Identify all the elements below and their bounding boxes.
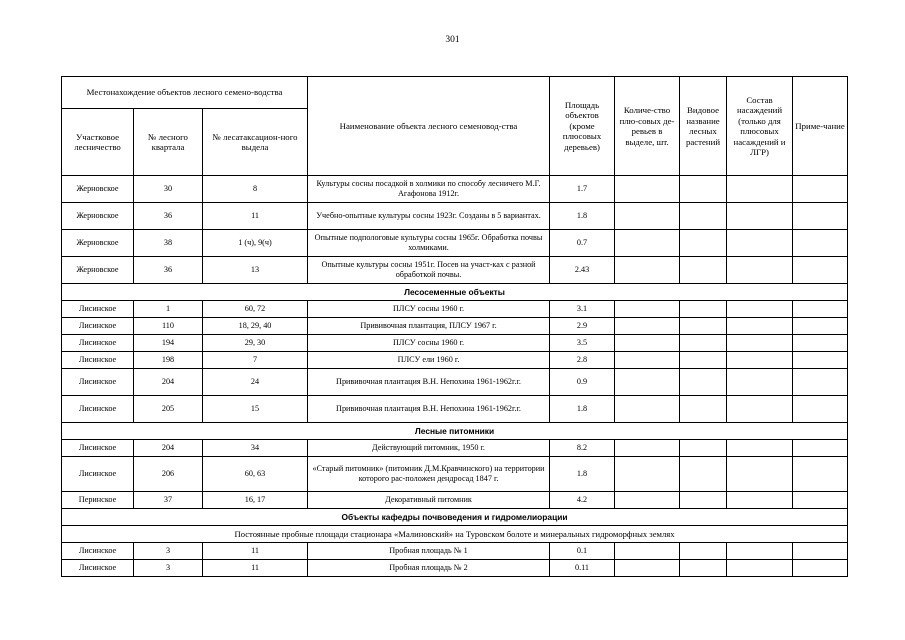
cell-area: 3.5: [550, 335, 615, 352]
cell-quarter: 38: [134, 230, 203, 257]
cell-name: ПЛСУ сосны 1960 г.: [308, 301, 550, 318]
cell-district: Лисинское: [62, 457, 134, 492]
cell-area: 2.8: [550, 352, 615, 369]
cell-area: 1.7: [550, 176, 615, 203]
cell-name: Декоративный питомник: [308, 492, 550, 509]
cell-area: 2.43: [550, 257, 615, 284]
cell-plot: 34: [203, 440, 308, 457]
cell-district: Лисинское: [62, 352, 134, 369]
cell-species: [680, 176, 727, 203]
cell-species: [680, 352, 727, 369]
cell-note: [793, 230, 848, 257]
cell-district: Лисинское: [62, 396, 134, 423]
header-district: Участковое лесничество: [62, 109, 134, 176]
cell-plot: 60, 63: [203, 457, 308, 492]
cell-district: Жерновское: [62, 176, 134, 203]
cell-count: [615, 318, 680, 335]
cell-quarter: 30: [134, 176, 203, 203]
table-row: [62, 543, 848, 560]
cell-count: [615, 230, 680, 257]
cell-name: Учебно-опытные культуры сосны 1923г. Созданы в 5 вариантах.: [308, 203, 550, 230]
table-row: [62, 203, 848, 230]
section-seed-objects: Лесосеменные объекты: [62, 284, 848, 301]
cell-area: 3.1: [550, 301, 615, 318]
header-note: Приме-чание: [793, 77, 848, 176]
cell-count: [615, 335, 680, 352]
header-name: Наименование объекта лесного семеновод-ства: [308, 77, 550, 176]
cell-composition: [727, 301, 793, 318]
cell-quarter: 1: [134, 301, 203, 318]
section-row: [62, 509, 848, 526]
cell-quarter: 36: [134, 257, 203, 284]
cell-composition: [727, 257, 793, 284]
cell-plot: 60, 72: [203, 301, 308, 318]
cell-area: 8.2: [550, 440, 615, 457]
cell-quarter: 198: [134, 352, 203, 369]
cell-composition: [727, 492, 793, 509]
cell-district: Перинское: [62, 492, 134, 509]
cell-district: Лисинское: [62, 318, 134, 335]
cell-name: ПЛСУ ели 1960 г.: [308, 352, 550, 369]
cell-district: Лисинское: [62, 543, 134, 560]
cell-note: [793, 203, 848, 230]
cell-district: Лисинское: [62, 369, 134, 396]
cell-plot: 11: [203, 203, 308, 230]
cell-composition: [727, 396, 793, 423]
cell-district: Жерновское: [62, 203, 134, 230]
cell-note: [793, 257, 848, 284]
cell-area: 4.2: [550, 492, 615, 509]
cell-plot: 16, 17: [203, 492, 308, 509]
cell-note: [793, 457, 848, 492]
cell-name: «Старый питомник» (питомник Д.М.Кравчинского) на территории которого рас-положен дендросад 1847 г.: [308, 457, 550, 492]
seed-objects-table: [61, 76, 848, 577]
cell-area: 1.8: [550, 396, 615, 423]
cell-name: Прививочная плантация В.Н. Непохина 1961-1962г.г.: [308, 369, 550, 396]
cell-name: Пробная площадь № 1: [308, 543, 550, 560]
cell-composition: [727, 203, 793, 230]
cell-area: 0.11: [550, 560, 615, 577]
cell-species: [680, 440, 727, 457]
cell-name: Прививочная плантация, ПЛСУ 1967 г.: [308, 318, 550, 335]
cell-note: [793, 335, 848, 352]
cell-species: [680, 230, 727, 257]
cell-note: [793, 369, 848, 396]
cell-count: [615, 203, 680, 230]
cell-species: [680, 396, 727, 423]
cell-plot: 7: [203, 352, 308, 369]
cell-area: 0.7: [550, 230, 615, 257]
cell-composition: [727, 335, 793, 352]
cell-species: [680, 203, 727, 230]
table-row: [62, 230, 848, 257]
table-row: [62, 369, 848, 396]
cell-area: 0.1: [550, 543, 615, 560]
header-plot: № лесатаксацион-ного выдела: [203, 109, 308, 176]
cell-species: [680, 560, 727, 577]
cell-count: [615, 352, 680, 369]
cell-plot: 8: [203, 176, 308, 203]
cell-note: [793, 560, 848, 577]
cell-species: [680, 335, 727, 352]
cell-composition: [727, 230, 793, 257]
cell-composition: [727, 369, 793, 396]
cell-district: Жерновское: [62, 230, 134, 257]
cell-quarter: 36: [134, 203, 203, 230]
table-row: [62, 396, 848, 423]
table-row: [62, 301, 848, 318]
cell-quarter: 3: [134, 560, 203, 577]
header-species: Видовое название лесных растений: [680, 77, 727, 176]
cell-quarter: 205: [134, 396, 203, 423]
cell-plot: 11: [203, 560, 308, 577]
cell-name: ПЛСУ сосны 1960 г.: [308, 335, 550, 352]
cell-composition: [727, 543, 793, 560]
cell-plot: 11: [203, 543, 308, 560]
cell-count: [615, 369, 680, 396]
header-location-group: Местонахождение объектов лесного семено-водства: [62, 77, 308, 109]
table-row: [62, 492, 848, 509]
cell-quarter: 204: [134, 440, 203, 457]
cell-quarter: 204: [134, 369, 203, 396]
header-count: Количе-ство плю-совых де-ревьев в выделе, шт.: [615, 77, 680, 176]
cell-count: [615, 543, 680, 560]
table-row: [62, 352, 848, 369]
cell-count: [615, 560, 680, 577]
cell-note: [793, 352, 848, 369]
cell-quarter: 110: [134, 318, 203, 335]
cell-district: Лисинское: [62, 301, 134, 318]
cell-area: 0.9: [550, 369, 615, 396]
cell-area: 1.8: [550, 203, 615, 230]
cell-quarter: 37: [134, 492, 203, 509]
cell-count: [615, 257, 680, 284]
cell-plot: 18, 29, 40: [203, 318, 308, 335]
cell-district: Лисинское: [62, 440, 134, 457]
section-row: [62, 284, 848, 301]
cell-species: [680, 318, 727, 335]
cell-composition: [727, 352, 793, 369]
cell-count: [615, 492, 680, 509]
section-nurseries: Лесные питомники: [62, 423, 848, 440]
cell-composition: [727, 176, 793, 203]
cell-species: [680, 369, 727, 396]
cell-name: Пробная площадь № 2: [308, 560, 550, 577]
page-number: 301: [445, 35, 460, 45]
header-row-1: [62, 77, 848, 109]
header-area: Площадь объектов (кроме плюсовых деревьев): [550, 77, 615, 176]
table-row: [62, 176, 848, 203]
cell-quarter: 194: [134, 335, 203, 352]
cell-plot: 15: [203, 396, 308, 423]
cell-plot: 13: [203, 257, 308, 284]
cell-count: [615, 457, 680, 492]
cell-note: [793, 318, 848, 335]
cell-area: 1.8: [550, 457, 615, 492]
cell-quarter: 206: [134, 457, 203, 492]
cell-plot: 29, 30: [203, 335, 308, 352]
header-quarter: № лесного квартала: [134, 109, 203, 176]
cell-composition: [727, 560, 793, 577]
table-row: [62, 457, 848, 492]
cell-plot: 24: [203, 369, 308, 396]
cell-species: [680, 457, 727, 492]
section-row: [62, 423, 848, 440]
cell-name: Опытные культуры сосны 1951г. Посев на участ-ках с разной обработкой почвы.: [308, 257, 550, 284]
cell-plot: 1 (ч), 9(ч): [203, 230, 308, 257]
cell-name: Опытные подпологовые культуры сосны 1965г. Обработка почвы холмиками.: [308, 230, 550, 257]
cell-species: [680, 492, 727, 509]
cell-species: [680, 257, 727, 284]
cell-quarter: 3: [134, 543, 203, 560]
table-row: [62, 560, 848, 577]
cell-note: [793, 543, 848, 560]
cell-name: Прививочная плантация В.Н. Непохина 1961-1962г.г.: [308, 396, 550, 423]
cell-note: [793, 492, 848, 509]
cell-count: [615, 396, 680, 423]
cell-note: [793, 396, 848, 423]
cell-species: [680, 543, 727, 560]
section-department: Объекты кафедры почвоведения и гидромелиорации: [62, 509, 848, 526]
table-row: [62, 318, 848, 335]
cell-area: 2.9: [550, 318, 615, 335]
cell-district: Жерновское: [62, 257, 134, 284]
header-composition: Состав насаждений (только для плюсовых насаждений и ЛГР): [727, 77, 793, 176]
cell-note: [793, 440, 848, 457]
cell-count: [615, 440, 680, 457]
cell-note: [793, 301, 848, 318]
cell-district: Лисинское: [62, 335, 134, 352]
subsection-malinovsky: Постоянные пробные площади стационара «Малиновский» на Туровском болоте и минеральных гидроморфных землях: [62, 526, 848, 543]
subsection-row: [62, 526, 848, 543]
cell-composition: [727, 318, 793, 335]
cell-composition: [727, 457, 793, 492]
cell-district: Лисинское: [62, 560, 134, 577]
table-row: [62, 440, 848, 457]
cell-name: Культуры сосны посадкой в холмики по способу лесничего М.Г. Агафонова 1912г.: [308, 176, 550, 203]
table-row: [62, 257, 848, 284]
table-row: [62, 335, 848, 352]
cell-note: [793, 176, 848, 203]
cell-composition: [727, 440, 793, 457]
cell-species: [680, 301, 727, 318]
cell-name: Действующий питомник, 1950 г.: [308, 440, 550, 457]
cell-count: [615, 176, 680, 203]
cell-count: [615, 301, 680, 318]
